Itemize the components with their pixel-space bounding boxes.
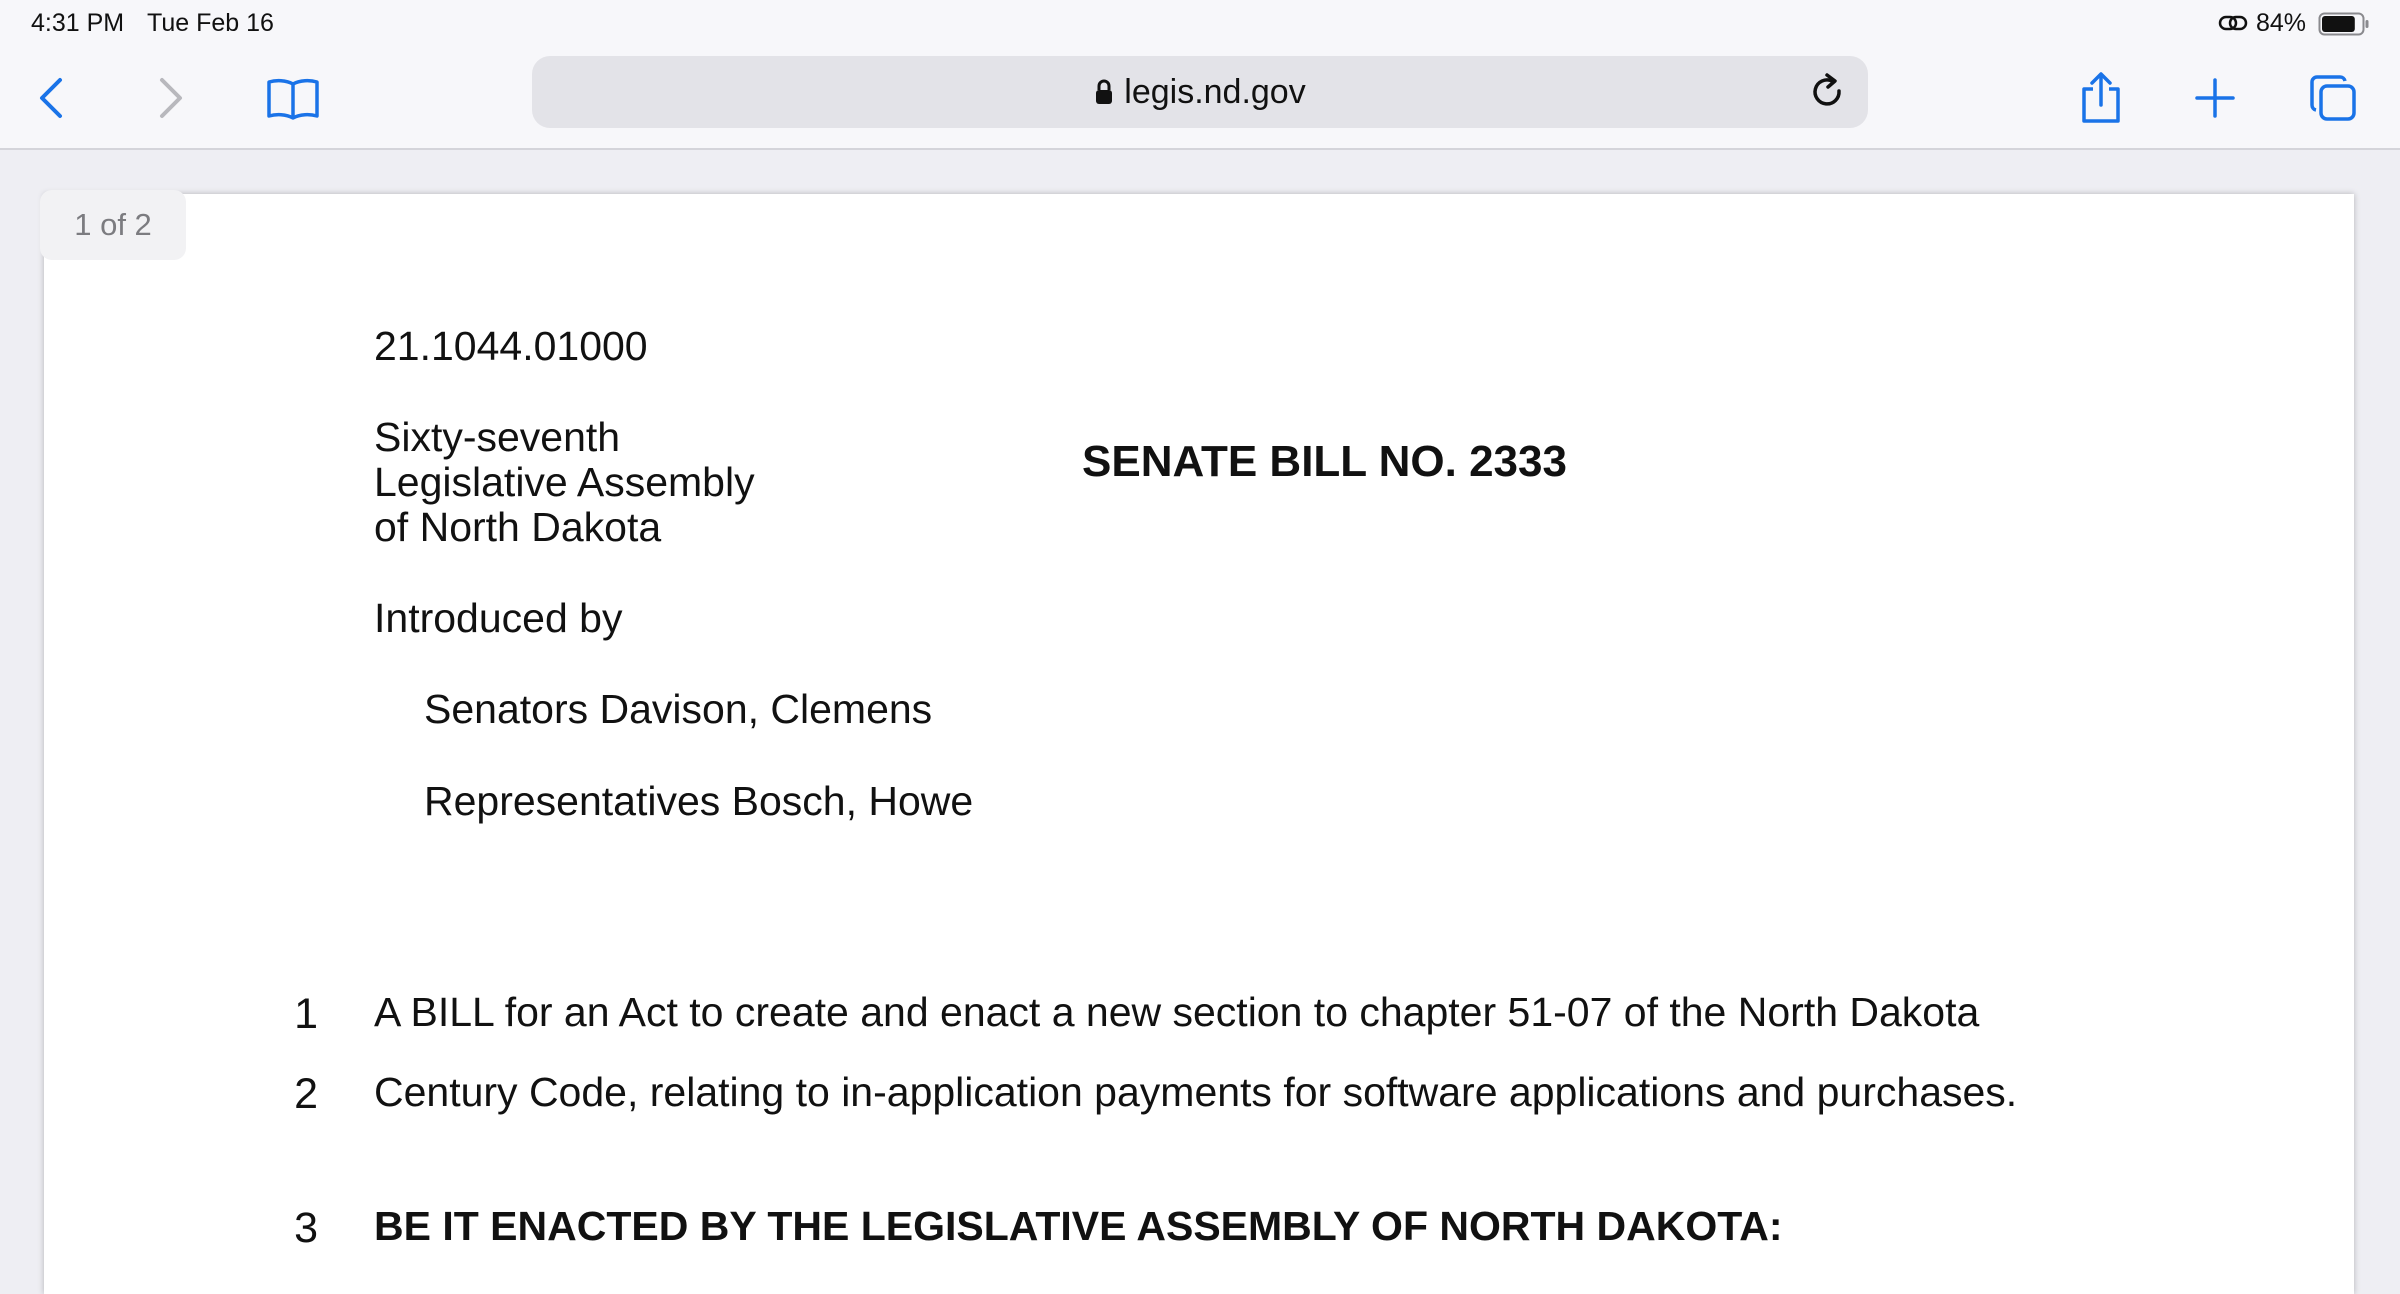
status-bar (0, 0, 2400, 46)
link-icon (2218, 12, 2248, 34)
browser-toolbar (0, 46, 2400, 150)
address-bar[interactable] (532, 56, 1868, 128)
back-button[interactable] (18, 63, 88, 133)
status-time: 4:31 PM (31, 9, 125, 37)
line-number: 2 (294, 1070, 318, 1118)
forward-icon (149, 75, 189, 121)
back-icon (33, 75, 73, 121)
line-number: 1 (294, 990, 318, 1038)
reload-icon[interactable] (1806, 70, 1850, 114)
tabs-button[interactable] (2298, 63, 2368, 133)
page-indicator: 1 of 2 (40, 190, 186, 260)
enacting-clause: BE IT ENACTED BY THE LEGISLATIVE ASSEMBLY OF NORTH DAKOTA: (374, 1203, 1783, 1249)
assembly-line-1: Sixty-seventh (374, 414, 621, 460)
line-number: 3 (294, 1204, 318, 1252)
sponsor-representatives: Representatives Bosch, Howe (424, 778, 974, 824)
sponsor-senators: Senators Davison, Clemens (424, 686, 933, 732)
bill-code: 21.1044.01000 (374, 323, 648, 369)
share-button[interactable] (2066, 63, 2136, 133)
forward-button[interactable] (134, 63, 204, 133)
introduced-by: Introduced by (374, 595, 623, 641)
new-tab-icon (2193, 76, 2237, 120)
status-date: Tue Feb 16 (147, 9, 274, 37)
pdf-viewer[interactable] (0, 150, 2400, 1260)
pdf-page[interactable] (44, 194, 2354, 1294)
bill-line-text: A BILL for an Act to create and enact a new section to chapter 51-07 of the North Dakota (374, 989, 1980, 1035)
bill-title: SENATE BILL NO. 2333 (1082, 437, 1567, 486)
assembly-line-3: of North Dakota (374, 504, 662, 550)
battery-icon (2318, 12, 2370, 36)
tabs-icon (2308, 73, 2358, 123)
assembly-line-2: Legislative Assembly (374, 459, 755, 505)
lock-icon (1094, 78, 1114, 106)
share-icon (2078, 71, 2124, 125)
url-text: legis.nd.gov (1124, 72, 1306, 111)
bookmarks-button[interactable] (258, 63, 328, 133)
bill-line-text: Century Code, relating to in-application payments for software applications and purchases. (374, 1069, 2018, 1115)
bookmarks-icon (266, 76, 320, 120)
battery-percent: 84% (2256, 9, 2307, 37)
new-tab-button[interactable] (2180, 63, 2250, 133)
